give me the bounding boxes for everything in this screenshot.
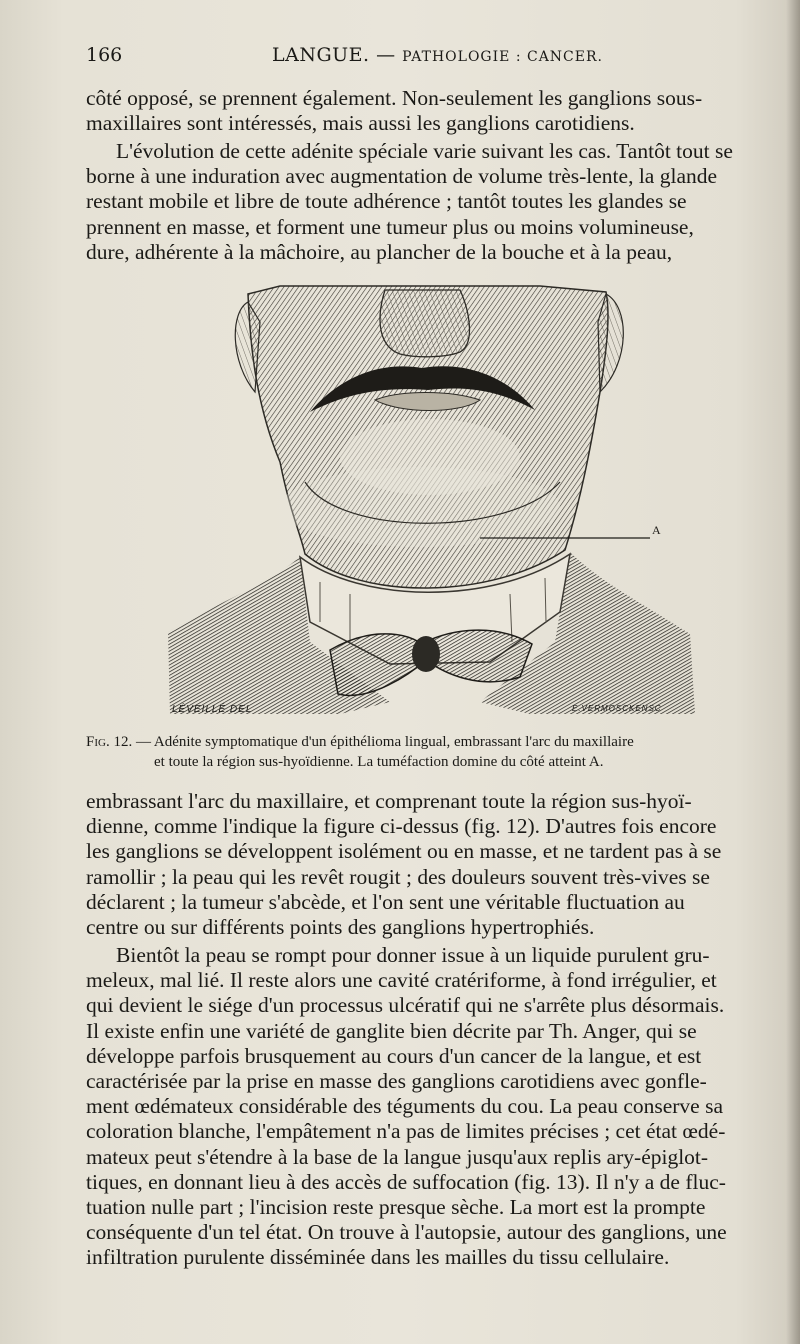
paragraph-1 xyxy=(86,86,770,136)
ear-left xyxy=(235,302,260,392)
paragraph-4 xyxy=(86,943,770,1271)
running-title xyxy=(272,44,603,66)
text-line: restant mobile et libre de toute adhérence ; tantôt toutes les glandes se xyxy=(86,189,687,214)
paragraph-2 xyxy=(86,139,770,265)
text-line: ramollir ; la peau qui les revêt rougit ; des douleurs souvent très-vives se xyxy=(86,864,710,889)
text-line: meleux, mal lié. Il reste alors une cavité cratériforme, à fond irrégulier, et xyxy=(86,968,717,993)
text-line: L'évolution de cette adénite spéciale varie suivant les cas. Tantôt tout se xyxy=(116,139,733,163)
text-line: embrassant l'arc du maxillaire, et comprenant toute la région sus-hyoï- xyxy=(86,789,692,813)
figure-caption xyxy=(86,732,776,772)
text-line: maxillaires sont intéressés, mais aussi les ganglions carotidiens. xyxy=(86,111,635,136)
paragraph-3 xyxy=(86,789,770,940)
caption-text-1: Adénite symptomatique d'un épithélioma lingual, embrassant l'arc du maxillaire xyxy=(150,734,634,750)
caption-line-2: et toute la région sus-hyoïdienne. La tuméfaction domine du côté atteint A. xyxy=(154,754,604,770)
text-line: qui devient le siége d'un processus ulcératif qui ne s'arrête plus désormais. xyxy=(86,993,725,1018)
text-line: infiltration purulente disséminée dans les mailles du tissu cellulaire. xyxy=(86,1245,670,1270)
text-line: centre ou sur différents points des ganglions hypertrophiés. xyxy=(86,915,595,940)
text-line: coloration blanche, l'empâtement n'a pas de limites précises ; cet état œdé- xyxy=(86,1119,726,1144)
engraving-illustration xyxy=(160,282,700,720)
text-line: ment œdémateux considérable des téguments du cou. La peau conserve sa xyxy=(86,1094,724,1119)
page-gutter-shadow xyxy=(786,0,800,1344)
running-header xyxy=(86,44,770,72)
ear-right xyxy=(598,294,623,392)
text-line: tuation nulle part ; l'incision reste presque sèche. La mort est la prompte xyxy=(86,1195,706,1220)
running-title-sub: PATHOLOGIE : CANCER. xyxy=(402,49,603,65)
page-number: 166 xyxy=(86,44,123,66)
figure-12-engraving xyxy=(160,282,700,720)
text-line: prennent en masse, et forment une tumeur plus ou moins volumineuse, xyxy=(86,214,694,239)
figure-number: Fig. 12. — xyxy=(86,734,151,750)
text-line: borne à une induration avec augmentation de volume très-lente, la glande xyxy=(86,164,718,189)
running-title-main: LANGUE. — xyxy=(272,44,403,66)
text-line: Il existe enfin une variété de ganglite bien décrite par Th. Anger, qui se xyxy=(86,1018,697,1043)
text-line: déclarent ; la tumeur s'abcède, et l'on sent une véritable fluctuation au xyxy=(86,889,685,914)
text-line: développe parfois brusquement au cours d'un cancer de la langue, et est xyxy=(86,1043,702,1068)
text-line: dienne, comme l'indique la figure ci-dessus (fig. 12). D'autres fois encore xyxy=(86,814,717,839)
text-line: les ganglions se développent isolément ou en masse, et ne tardent pas à se xyxy=(86,839,722,864)
caption-line-1 xyxy=(86,732,776,752)
illustrator-credit: LÉVEILLÉ.DEL xyxy=(172,704,253,715)
text-line: côté opposé, se prennent également. Non-seulement les ganglions sous- xyxy=(86,86,703,110)
text-line: Bientôt la peau se rompt pour donner issue à un liquide purulent gru- xyxy=(116,943,710,967)
text-line: mateux peut s'étendre à la base de la langue jusqu'aux replis ary-épiglot- xyxy=(86,1144,709,1169)
label-a: A xyxy=(652,523,661,537)
engraver-credit: E.VERMOSCKENSC xyxy=(572,704,662,713)
text-line: tiques, en donnant lieu à des accès de suffocation (fig. 13). Il n'y a de fluc- xyxy=(86,1169,726,1194)
text-line: conséquente d'un tel état. On trouve à l'autopsie, autour des ganglions, une xyxy=(86,1220,727,1245)
text-line: caractérisée par la prise en masse des ganglions carotidiens avec gonfle- xyxy=(86,1069,707,1094)
text-line: dure, adhérente à la mâchoire, au plancher de la bouche et à la peau, xyxy=(86,239,673,264)
nose xyxy=(380,290,469,357)
